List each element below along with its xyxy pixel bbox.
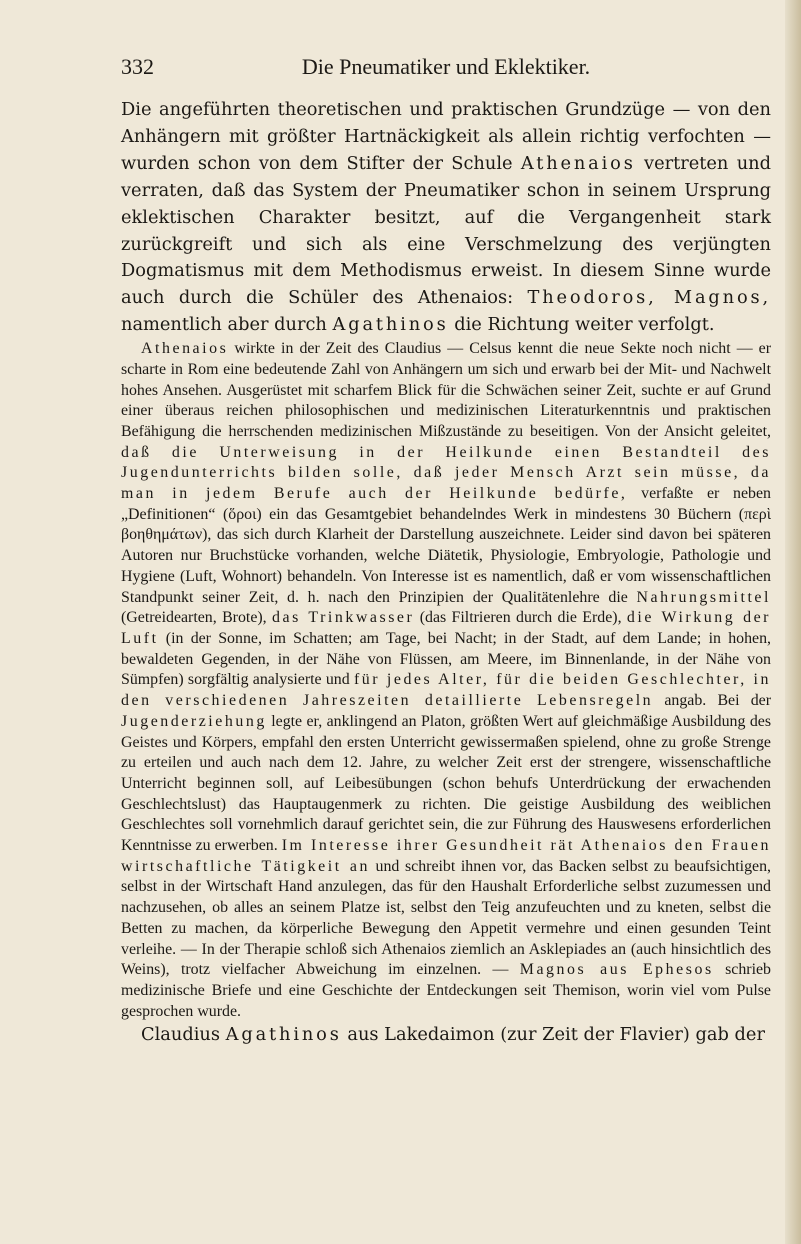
emphasis-athenaios: Athenaios (141, 340, 229, 358)
text-run: Claudius (141, 1024, 226, 1046)
text-run: (das Filtrieren durch die Erde), (414, 609, 627, 627)
text-run: legte er, anklingend an Platon, größten Wert auf gleichmäßige Ausbildung des Geistes und Körpers, empfahl den ersten Unterricht gewissermaßen spielend, ohne zu große Strenge zu erteilen und auch nach dem 12. Jahre, zu welcher Zeit erst der strengere, wissenschaftliche Unterricht beginnen soll, auf Leibesübungen (schon behufs Unterdrückung der erwachenden Geschlechtslust) das Hauptaugenmerk zu richten. Die geistige Ausbildung des weiblichen Geschlechtes soll vornehmlich darauf gerichtet sein, die zur Führung des Hauswesens erforderlichen Kenntnisse zu erwerben. (121, 712, 771, 855)
running-title: Die Pneumatiker und Eklektiker. (301, 54, 591, 79)
emphasis-agathinos: Agathinos (332, 314, 449, 336)
page-body (121, 97, 771, 1049)
emphasis-nahrungsmittel: Nahrungsmittel (636, 588, 771, 606)
emphasis-lebensregeln: für jedes Alter, für die beiden Geschlechter, in den verschiedenen Jahreszeiten detaillierte Lebensregeln (121, 671, 771, 710)
text-run: und schreibt ihnen vor, das Backen selbst zu beaufsichtigen, selbst in der Wirtschaft Hand anzulegen, das für den Haushalt Erforderliche selbst zuzumessen und nachzusehen, ob alles an seinem Platze ist, selbst den Teig anzufeuchten und zu kneten, selbst die Betten zu machen, da körperliche Bewegung den Appetit vermehre und einen gesunden Teint verleihe. — In der Therapie schloß sich Athenaios ziemlich an Asklepiades an (auch hinsichtlich des Weins), trotz vielfacher Abweichung im einzelnen. — (121, 857, 771, 979)
claudius-paragraph (121, 1022, 771, 1049)
emphasis-luft: die Wirkung der Luft (121, 609, 771, 647)
page-number: 332 (121, 54, 154, 79)
text-run: verfaßte er neben „Definitionen“ (ὅροι) ein das Gesamtgebiet behandelndes Werk in mindestens 30 Büchern (περὶ βοηθημάτων), das sich durch Klarheit der Darstellung auszeichnete. Leider sind davon bei späteren Autoren nur Bruchstücke vorhanden, welche Diätetik, Physiologie, Embryologie, Pathologie und Hygiene (Luft, Wohnort) behandeln. Von Interesse ist es namentlich, daß er vom wissenschaftlichen Standpunkt seiner Zeit, d. h. nach den Prinzipien der Qualitätenlehre die (121, 485, 771, 606)
text-run: (in der Sonne, im Schatten; am Tage, bei Nacht; in der Stadt, auf dem Lande; in hohen, bewaldeten Gegenden, in der Nähe von Flüssen, am Meere, im Binnenlande, in der Nähe von Sümpfen) sorgfältig analysierte und (121, 630, 771, 689)
emphasis-jugenderziehung: Jugenderziehung (121, 712, 267, 730)
emphasis-magnos: Magnos aus Ephesos (519, 961, 714, 979)
text-run: angab. Bei der (653, 692, 771, 710)
text-run: vertreten und verraten, daß das System der Pneumatiker schon in seinem Ursprung eklektischen Charakter besitzt, auf die Vergangenheit stark zurückgreift und sich als eine Verschmelzung des verjüngten Dogmatismus mit dem Methodismus erweist. In diesem Sinne wurde auch durch die Schüler des Athenaios: (121, 152, 771, 309)
text-run: die Richtung weiter verfolgt. (448, 314, 715, 336)
running-header (121, 54, 771, 82)
intro-paragraph (121, 97, 771, 339)
text-run: wirkte in der Zeit des Claudius — Celsus kennt die neue Sekte noch nicht — er scharte in Rom eine bedeutende Zahl von Anhängern um sich und erwarb bei der Mit- und Nachwelt hohes Ansehen. Ausgerüstet mit scharfem Blick für die Schwächen seiner Zeit, suchte er auf Grund einer überaus reichen philosophischen und medizinischen Literaturkenntnis und praktischen Befähigung die herrschenden medizinischen Mißzustände zu beseitigen. Von der Ansicht geleitet, (121, 340, 771, 440)
emphasis-agathinos: Agathinos (225, 1024, 342, 1046)
text-run: aus Lakedaimon (zur Zeit der Flavier) gab der (341, 1024, 765, 1046)
page-edge (785, 0, 801, 1244)
text-run: (Getreidearten, Brote), (121, 609, 272, 627)
text-run: schrieb medizinische Briefe und eine Geschichte der Entdeckungen seit Themison, worin viel vom Pulse gesprochen wurde. (121, 961, 771, 1020)
emphasis-trinkwasser: das Trinkwasser (271, 609, 415, 627)
emphasis-names: Theodoros, Magnos, (527, 287, 771, 309)
emphasis-gesundheit: Im Interesse ihrer Gesundheit rät Athenaios den Frauen wirtschaftliche Tätigkeit an (121, 837, 771, 875)
text-run: Die angeführten theoretischen und praktischen Grundzüge — von den Anhängern mit größter Hartnäckigkeit als allein richtig verfochten — wurden schon von dem Stifter der Schule (121, 99, 771, 174)
athenaios-paragraph (121, 339, 771, 1022)
text-run: namentlich aber durch (121, 314, 333, 336)
emphasis-unterweisung: daß die Unterweisung in der Heilkunde einen Bestandteil des Jugendunterrichts bilden solle, daß jeder Mensch Arzt sein müsse, da man in jedem Berufe auch der Heilkunde bedürfe, (121, 443, 771, 503)
emphasis-athenaios: Athenaios (520, 152, 636, 174)
